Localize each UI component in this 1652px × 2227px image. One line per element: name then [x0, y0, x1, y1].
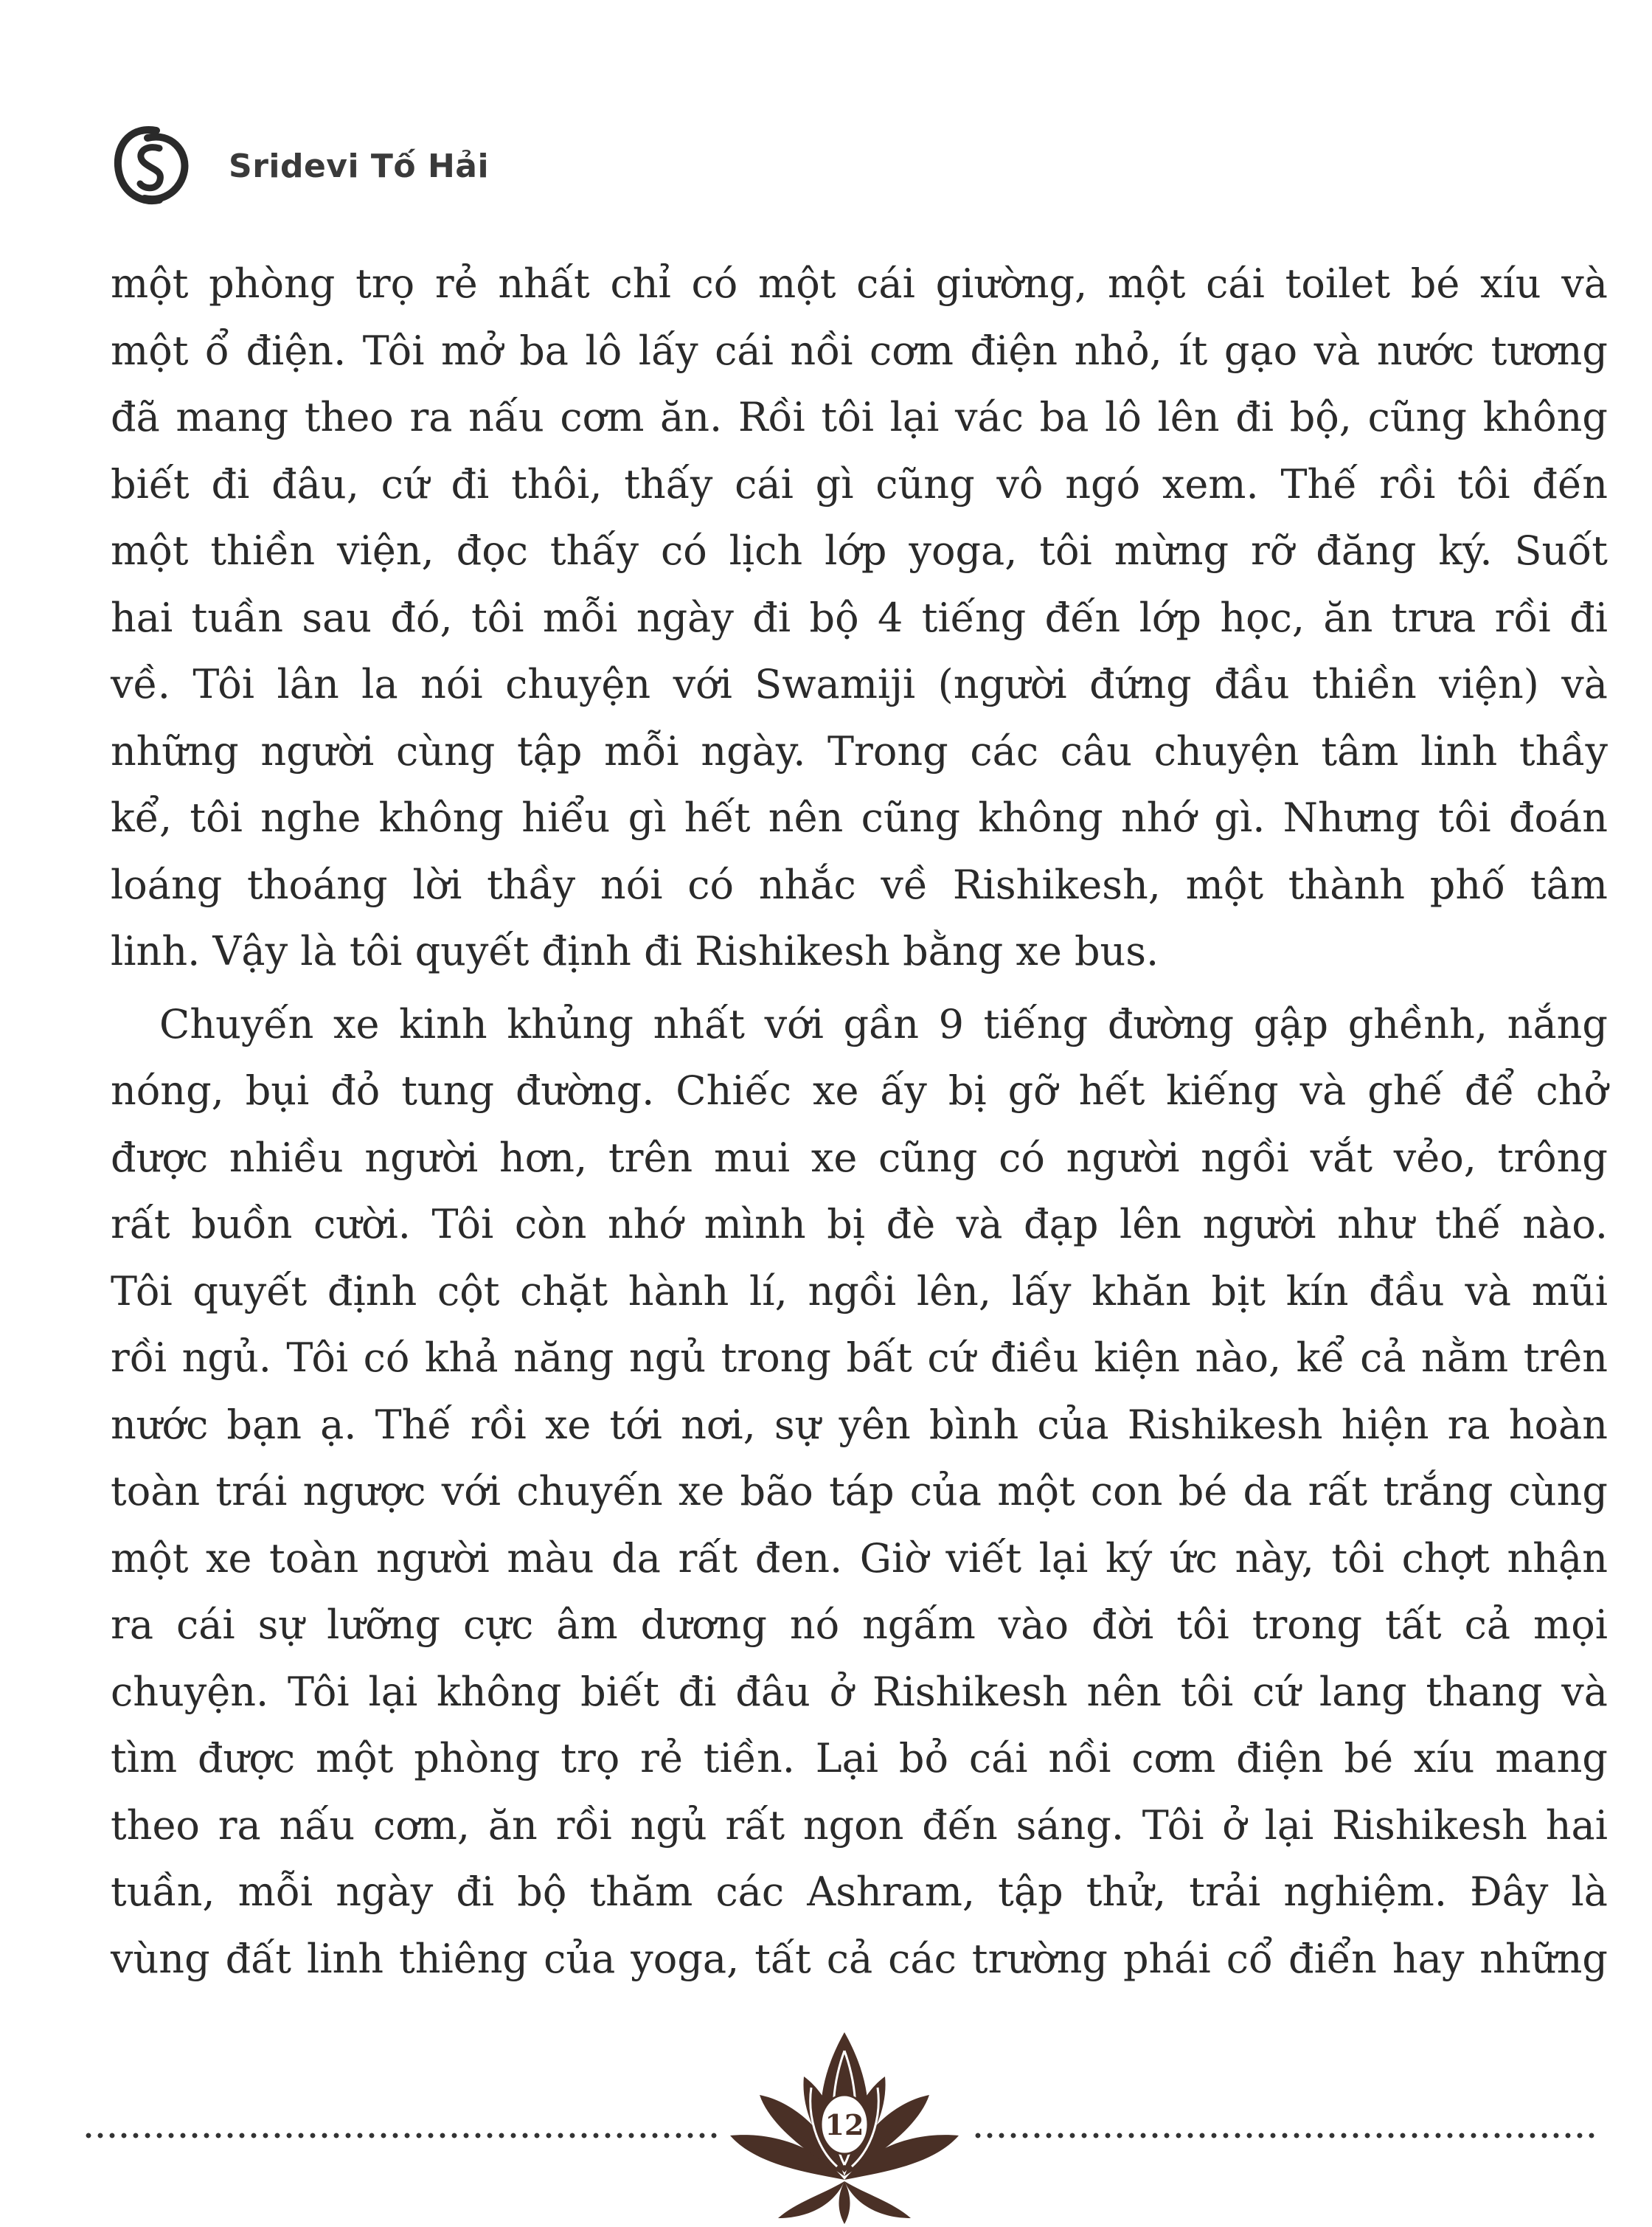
- dotted-rule-right: [972, 2132, 1596, 2139]
- text-line: tìm được một phòng trọ rẻ tiền. Lại bỏ cái nồi cơm điện bé xíu mang: [111, 1735, 1608, 1781]
- text-line: về. Tôi lân la nói chuyện với Swamiji (người đứng đầu thiền viện) và: [111, 661, 1608, 707]
- text-line: chuyện. Tôi lại không biết đi đâu ở Rishikesh nên tôi cứ lang thang và: [111, 1668, 1608, 1715]
- paragraph-2: [111, 991, 1608, 1993]
- text-line: nóng, bụi đỏ tung đường. Chiếc xe ấy bị gỡ hết kiếng và ghế để chở: [111, 1067, 1608, 1114]
- text-line: loáng thoáng lời thầy nói có nhắc về Rishikesh, một thành phố tâm: [111, 861, 1608, 908]
- body-text: [111, 251, 1608, 1992]
- text-line: biết đi đâu, cứ đi thôi, thấy cái gì cũng vô ngó xem. Thế rồi tôi đến: [111, 460, 1608, 508]
- text-line: Tôi quyết định cột chặt hành lí, ngồi lên, lấy khăn bịt kín đầu và mũi: [111, 1267, 1608, 1315]
- dotted-rule-left: [83, 2132, 717, 2139]
- text-line: hai tuần sau đó, tôi mỗi ngày đi bộ 4 tiếng đến lớp học, ăn trưa rồi đi: [111, 594, 1608, 641]
- text-line: một phòng trọ rẻ nhất chỉ có một cái giường, một cái toilet bé xíu và: [111, 260, 1608, 307]
- text-line: được nhiều người hơn, trên mui xe cũng có người ngồi vắt vẻo, trông: [111, 1134, 1608, 1181]
- text-line: linh. Vậy là tôi quyết định đi Rishikesh bằng xe bus.: [111, 928, 1159, 974]
- text-line: theo ra nấu cơm, ăn rồi ngủ rất ngon đến sáng. Tôi ở lại Rishikesh hai: [111, 1801, 1608, 1849]
- text-line: Chuyến xe kinh khủng nhất với gần 9 tiếng đường gập ghềnh, nắng: [159, 1000, 1608, 1047]
- text-line: một thiền viện, đọc thấy có lịch lớp yoga, tôi mừng rỡ đăng ký. Suốt: [111, 527, 1608, 574]
- text-line: nước bạn ạ. Thế rồi xe tới nơi, sự yên bình của Rishikesh hiện ra hoàn: [111, 1401, 1608, 1448]
- text-line: những người cùng tập mỗi ngày. Trong các câu chuyện tâm linh thầy: [111, 727, 1608, 775]
- text-line: tuần, mỗi ngày đi bộ thăm các Ashram, tập thử, trải nghiệm. Đây là: [111, 1868, 1608, 1915]
- text-line: rồi ngủ. Tôi có khả năng ngủ trong bất cứ điều kiện nào, kể cả nằm trên: [111, 1334, 1608, 1381]
- text-line: một ổ điện. Tôi mở ba lô lấy cái nồi cơm điện nhỏ, ít gạo và nước tương: [111, 327, 1608, 374]
- text-line: toàn trái ngược với chuyến xe bão táp của một con bé da rất trắng cùng: [111, 1468, 1608, 1514]
- author-name: Sridevi Tố Hải: [229, 147, 490, 185]
- text-line: vùng đất linh thiêng của yoga, tất cả các trường phái cổ điển hay những: [111, 1935, 1608, 1982]
- text-line: ra cái sự lưỡng cực âm dương nó ngấm vào đời tôi trong tất cả mọi: [111, 1601, 1608, 1648]
- page-header: [111, 118, 489, 214]
- paragraph-1: [111, 251, 1608, 986]
- text-line: một xe toàn người màu da rất đen. Giờ viết lại ký ức này, tôi chợt nhận: [111, 1534, 1608, 1582]
- text-line: kể, tôi nghe không hiểu gì hết nên cũng không nhớ gì. Nhưng tôi đoán: [111, 794, 1608, 841]
- text-line: đã mang theo ra nấu cơm ăn. Rồi tôi lại vác ba lô lên đi bộ, cũng không: [111, 394, 1608, 440]
- page-number: 12: [825, 2108, 864, 2141]
- lotus-flower-icon: [726, 2025, 962, 2224]
- spiral-s-logo-icon: [111, 122, 192, 210]
- text-line: rất buồn cười. Tôi còn nhớ mình bị đè và đạp lên người như thế nào.: [111, 1201, 1608, 1247]
- page-footer: [0, 2021, 1652, 2227]
